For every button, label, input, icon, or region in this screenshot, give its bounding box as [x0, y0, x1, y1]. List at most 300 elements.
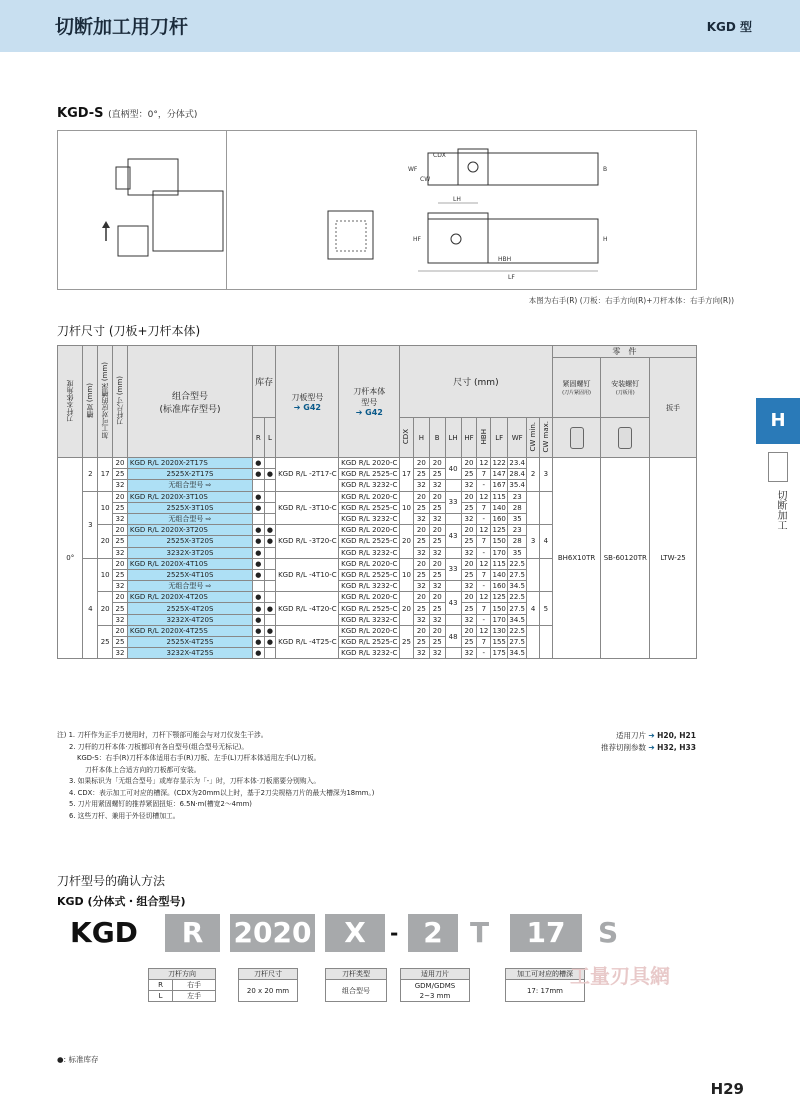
cond-ref-link[interactable]: H32, H33 [657, 743, 696, 752]
stock-r-cell: ● [253, 637, 265, 648]
col-lh: LH [445, 418, 461, 458]
b-cell: 20 [429, 491, 445, 502]
depth-cell: 17 [98, 458, 113, 492]
stock-l-cell [264, 547, 276, 558]
label-h: H [603, 236, 608, 243]
code-depth: 17 [510, 914, 582, 952]
col-mount: 安装螺钉 [611, 380, 640, 388]
col-h: H [413, 418, 429, 458]
h-cell: 25 [413, 536, 429, 547]
lf-cell: 175 [492, 649, 506, 658]
cdx-cell: 10 [400, 558, 414, 592]
body-cell: KGD R/L 2525-C [339, 637, 400, 648]
blade-ref[interactable]: ➔ G42 [293, 402, 321, 412]
col-b: B [429, 418, 445, 458]
figure-divider [226, 131, 227, 289]
body-ref[interactable]: ➔ G42 [355, 408, 383, 417]
size-cell: 20 [113, 558, 128, 569]
code-type: X [325, 914, 385, 952]
holder-table [57, 345, 697, 659]
size-cell: 32 [113, 513, 128, 524]
lf-cell: 150 [492, 604, 506, 613]
b-cell: 25 [429, 637, 445, 648]
blade-cell: KGD R/L -4T25-C [276, 625, 339, 659]
col-body2: 型号 [361, 398, 378, 407]
lh-cell: 40 [445, 458, 461, 480]
hf-cell: 25 [461, 469, 477, 480]
stock-r-cell: ● [253, 491, 265, 502]
b-cell: 20 [429, 458, 445, 469]
size-cell: 32 [113, 480, 128, 491]
cwmin-cell: 3 [527, 525, 540, 559]
stock-l-cell: ● [264, 525, 276, 536]
legend-key: R [149, 980, 173, 991]
wf-cell: 22.5 [509, 626, 525, 635]
col-mount-sub: (刀板用) [615, 390, 635, 396]
col-screw-sub: (刀片紧固用) [562, 390, 591, 396]
hf-cell: 25 [461, 502, 477, 513]
stock-r-cell [253, 480, 265, 491]
hbh-cell: 12 [477, 525, 491, 536]
stock-r-cell: ● [253, 558, 265, 569]
lf-cell: 160 [492, 515, 506, 524]
legend-title: 适用刀片 [401, 969, 470, 980]
wf-cell: 28 [508, 502, 527, 513]
hbh-cell: 12 [477, 625, 491, 636]
cdx-cell: 10 [400, 491, 414, 525]
col-lf: LF [491, 418, 508, 458]
hbh-cell: 7 [477, 502, 491, 513]
stock-r-cell: ● [253, 547, 265, 558]
size-cell: 20 [113, 458, 128, 469]
h-cell: 32 [413, 480, 429, 491]
stock-r-cell: ● [253, 502, 265, 513]
col-combo-sub: (标准库存型号) [159, 404, 221, 415]
legend-title: 刀杆尺寸 [239, 969, 298, 980]
lf-cell: 155 [492, 638, 506, 647]
h-cell: 25 [413, 469, 429, 480]
notes [57, 730, 374, 822]
label-cw: CW [420, 176, 431, 183]
size-cell: 25 [113, 603, 128, 614]
note-line: 5. 刀片用紧固螺钉的推荐紧固扭矩：6.5N·m(槽宽2～4mm) [69, 800, 252, 808]
page-references: 适用刀片 ➔ H20, H21 推荐切削参数 ➔ H32, H33 [601, 731, 696, 752]
mount-screw-icon [618, 427, 632, 449]
combo-cell: 无组合型号 ⇨ [127, 480, 252, 491]
note-line: 注) 1. 刀杆作为正手刀使用时，刀杆下颚部可能会与对刀仪发生干涉。 [57, 731, 268, 739]
size-cell: 20 [113, 491, 128, 502]
slot-width-cell: 2 [83, 458, 98, 492]
blade-cell: KGD R/L -4T10-C [276, 558, 339, 592]
blade-cell: KGD R/L -3T20-C [276, 525, 339, 559]
combo-cell: 3232X-4T20S [127, 614, 252, 625]
h-cell: 20 [413, 458, 429, 469]
cutoff-icon [768, 452, 788, 482]
h-cell: 20 [413, 491, 429, 502]
cwmax-cell: 5 [539, 592, 552, 626]
hf-cell: 20 [461, 558, 477, 569]
h-cell: 25 [413, 603, 429, 614]
wf-cell: 23.4 [509, 459, 525, 468]
size-cell: 25 [113, 637, 128, 648]
b-cell: 32 [429, 513, 445, 524]
label-lf: LF [508, 274, 515, 281]
figure-note: 本图为右手(R) (刀板：右手方向(R)+刀杆本体：右手方向(R)) [528, 296, 734, 305]
combo-cell: 2525X-2T17S [127, 469, 252, 480]
lh-cell [445, 547, 461, 558]
cond-ref-label: 推荐切削参数 [601, 743, 647, 752]
col-l: L [264, 418, 276, 458]
col-combo: 组合型号 [171, 391, 208, 402]
body-cell: KGD R/L 2525-C [339, 569, 400, 580]
hbh-cell: - [477, 480, 491, 491]
cdx-cell: 17 [400, 458, 414, 492]
col-size: 刀杆尺寸 (mm) [116, 375, 124, 426]
hbh-cell: - [477, 648, 491, 659]
stock-l-cell [264, 581, 276, 592]
cwmin-cell [527, 625, 540, 659]
confirm-title: 刀杆型号的确认方法 [57, 874, 166, 888]
lf-cell: 122 [492, 459, 506, 468]
page-title: 切断加工用刀杆 [55, 16, 189, 38]
confirm-subtitle: KGD (分体式・组合型号) [57, 895, 186, 908]
col-dims: 尺寸 (mm) [400, 346, 553, 418]
combo-cell: 2525X-4T25S [127, 637, 252, 648]
combo-cell: 无组合型号 ⇨ [127, 581, 252, 592]
code-size: 2020 [230, 914, 315, 952]
size-cell: 25 [113, 569, 128, 580]
stock-r-cell: ● [253, 536, 265, 547]
stock-l-cell [264, 614, 276, 625]
h-cell: 32 [413, 648, 429, 659]
lf-cell: 147 [492, 470, 506, 479]
lf-cell: 125 [492, 593, 506, 602]
hf-cell: 20 [461, 592, 477, 603]
body-cell: KGD R/L 2525-C [339, 603, 400, 614]
insert-ref-label: 适用刀片 [616, 731, 647, 740]
h-cell: 32 [413, 581, 429, 592]
code-s: S [598, 916, 619, 949]
hbh-cell: 12 [477, 592, 491, 603]
legend-size [238, 968, 298, 1002]
col-wf: WF [508, 418, 527, 458]
wf-cell: 28 [508, 536, 527, 547]
wf-cell: 34.5 [509, 582, 525, 591]
hbh-cell: - [477, 513, 491, 524]
insert-ref-link[interactable]: H20, H21 [657, 731, 696, 740]
stock-r-cell: ● [253, 469, 265, 480]
legend-value: 右手 [173, 980, 216, 991]
col-angle: 刀杆本体角度 [66, 379, 75, 422]
h-cell: 32 [413, 614, 429, 625]
col-slot: 槽宽 (mm) [86, 382, 95, 419]
lf-cell: 115 [492, 492, 506, 501]
body-cell: KGD R/L 3232-C [339, 648, 400, 659]
legend-key: L [149, 991, 173, 1002]
b-cell: 20 [429, 558, 445, 569]
lf-cell: 167 [492, 481, 506, 490]
label-wf: WF [408, 166, 418, 173]
section-title [57, 106, 197, 121]
cwmax-cell [539, 491, 552, 525]
hbh-cell: 12 [477, 458, 491, 469]
cwmin-cell [527, 491, 540, 525]
note-line: KGD-S：右手(R)刀杆本体适用右手(R)刀板、左手(L)刀杆本体适用左手(L)刀板。 [77, 754, 321, 762]
combo-cell: KGD R/L 2020X-4T25S [127, 625, 252, 636]
hf-cell: 25 [461, 536, 477, 547]
stock-l-cell: ● [264, 603, 276, 614]
label-b: B [603, 166, 608, 173]
wf-cell: 22.5 [509, 593, 525, 602]
note-line: 6. 这些刀杆、兼用于外径切槽加工。 [69, 811, 180, 820]
section-tab-h[interactable]: H [756, 398, 800, 444]
b-cell: 32 [429, 648, 445, 659]
h-cell: 25 [413, 502, 429, 513]
table-row [58, 458, 697, 469]
col-hbh: HBH [479, 428, 488, 445]
lh-cell: 33 [445, 558, 461, 580]
lh-cell [445, 513, 461, 524]
hbh-cell: 7 [477, 536, 491, 547]
hf-cell: 32 [461, 648, 477, 659]
note-line: 刀杆本体上合适方向的刀板都可安装。 [85, 765, 201, 774]
body-cell: KGD R/L 2525-C [339, 536, 400, 547]
combo-cell: 2525X-4T10S [127, 569, 252, 580]
slot-width-cell: 4 [83, 558, 98, 659]
body-cell: KGD R/L 3232-C [339, 547, 400, 558]
code-direction: R [165, 914, 220, 952]
hbh-cell: 7 [477, 569, 491, 580]
wf-cell: 28.4 [509, 470, 525, 479]
type-tag: KGD 型 [706, 20, 752, 34]
col-r: R [253, 418, 265, 458]
col-body: 刀杆本体 [353, 387, 386, 396]
stock-l-cell [264, 569, 276, 580]
stock-l-cell [264, 458, 276, 469]
depth-cell: 20 [98, 525, 113, 559]
size-cell: 32 [113, 581, 128, 592]
blade-cell: KGD R/L -2T17-C [276, 458, 339, 492]
hf-cell: 25 [461, 603, 477, 614]
b-cell: 20 [429, 592, 445, 603]
hbh-cell: 7 [477, 469, 491, 480]
legend-value: 2~3 mm [419, 991, 451, 1000]
combo-cell: KGD R/L 2020X-2T17S [127, 458, 252, 469]
size-cell: 20 [113, 625, 128, 636]
hbh-cell: 7 [477, 637, 491, 648]
hf-cell: 32 [461, 547, 477, 558]
stock-r-cell: ● [253, 648, 265, 659]
depth-cell: 20 [98, 592, 113, 626]
lf-cell: 140 [492, 503, 506, 512]
col-stock: 库存 [253, 346, 276, 418]
col-blade: 刀板型号 [291, 392, 324, 402]
b-cell: 25 [429, 469, 445, 480]
stock-r-cell [253, 581, 265, 592]
wf-cell: 35.4 [509, 481, 525, 490]
watermark: 工量刃具網 [570, 964, 670, 988]
h-cell: 20 [413, 525, 429, 536]
hf-cell: 20 [461, 491, 477, 502]
lf-cell: 115 [492, 559, 506, 568]
legend-value: 17: 17mm [506, 980, 585, 1002]
body-cell: KGD R/L 2020-C [339, 491, 400, 502]
legend-value: 组合型号 [326, 980, 387, 1002]
stock-r-cell: ● [253, 569, 265, 580]
body-cell: KGD R/L 2525-C [339, 469, 400, 480]
combo-cell: KGD R/L 2020X-3T20S [127, 525, 252, 536]
code-insert: 2 [408, 914, 458, 952]
cwmax-cell: 3 [539, 458, 552, 492]
legend-value: GDM/GDMS [414, 981, 456, 990]
code-kgd: KGD [70, 916, 138, 949]
hf-cell: 25 [461, 569, 477, 580]
combo-cell: 3232X-3T20S [127, 547, 252, 558]
page-number: H29 [710, 1080, 744, 1098]
legend-title: 刀杆方向 [149, 969, 216, 980]
hbh-cell: - [477, 581, 491, 592]
col-cwmax: CW max. [541, 420, 550, 453]
lh-cell: 33 [445, 491, 461, 513]
cwmin-cell [527, 558, 540, 592]
hbh-cell: 12 [477, 558, 491, 569]
code-dash: - [390, 921, 399, 945]
combo-cell: 2525X-3T20S [127, 536, 252, 547]
lh-cell [445, 614, 461, 625]
h-cell: 20 [413, 592, 429, 603]
label-lh: LH [453, 196, 461, 203]
combo-cell: 2525X-4T20S [127, 603, 252, 614]
page-header [0, 0, 800, 52]
combo-cell: KGD R/L 2020X-4T10S [127, 558, 252, 569]
hf-cell: 25 [461, 637, 477, 648]
size-cell: 32 [113, 648, 128, 659]
stock-r-cell: ● [253, 525, 265, 536]
stock-l-cell [264, 648, 276, 659]
hbh-cell: - [477, 547, 491, 558]
body-cell: KGD R/L 3232-C [339, 513, 400, 524]
stock-r-cell: ● [253, 625, 265, 636]
col-cdx: CDX [402, 428, 411, 445]
lf-cell: 130 [492, 626, 506, 635]
h-cell: 32 [413, 513, 429, 524]
stock-l-cell [264, 491, 276, 502]
legend-type [325, 968, 387, 1002]
hf-cell: 32 [461, 513, 477, 524]
depth-cell: 10 [98, 491, 113, 525]
col-screw: 紧固螺钉 [562, 380, 591, 388]
lh-cell [445, 480, 461, 491]
screw-icon [570, 427, 584, 449]
body-cell: KGD R/L 3232-C [339, 581, 400, 592]
size-cell: 25 [113, 469, 128, 480]
stock-l-cell [264, 558, 276, 569]
col-cwmin: CW min. [529, 421, 538, 452]
lh-cell [445, 581, 461, 592]
lf-cell: 150 [492, 537, 506, 546]
hf-cell: 32 [461, 614, 477, 625]
size-cell: 25 [113, 536, 128, 547]
lf-cell: 125 [492, 526, 506, 535]
table-title: 刀杆尺寸 (刀板+刀杆本体) [57, 324, 201, 338]
hf-cell: 32 [461, 480, 477, 491]
hbh-cell: 12 [477, 491, 491, 502]
b-cell: 32 [429, 547, 445, 558]
wrench-cell: LTW-25 [650, 458, 697, 659]
size-cell: 20 [113, 592, 128, 603]
legend-value: 左手 [173, 991, 216, 1002]
body-cell: KGD R/L 3232-C [339, 480, 400, 491]
combo-cell: 2525X-3T10S [127, 502, 252, 513]
stock-l-cell [264, 480, 276, 491]
wf-cell: 27.5 [509, 604, 525, 613]
wf-cell: 34.5 [509, 649, 525, 658]
wf-cell: 34.5 [509, 615, 525, 624]
b-cell: 20 [429, 525, 445, 536]
stock-l-cell: ● [264, 637, 276, 648]
side-label: 切断加工 [775, 490, 786, 530]
note-line: 3. 如果标识为「无组合型号」或库存显示为「-」时，刀杆本体·刀板需要分别购入。 [69, 777, 321, 785]
screw-cell: BH6X10TR [552, 458, 601, 659]
combo-cell: 3232X-4T25S [127, 648, 252, 659]
lf-cell: 170 [492, 548, 506, 557]
mount-cell: SB-60120TR [601, 458, 650, 659]
h-cell: 25 [413, 569, 429, 580]
lh-cell: 48 [445, 625, 461, 647]
lh-cell: 43 [445, 525, 461, 547]
cwmin-cell: 2 [527, 458, 540, 492]
legend-insert [400, 968, 470, 1002]
lf-cell: 170 [492, 615, 506, 624]
note-line: 4. CDX：表示加工可对应的槽深。(CDX为20mm以上时，基于2刀尖规格刀片的最大槽深为18mm。) [69, 788, 375, 797]
stock-r-cell: ● [253, 592, 265, 603]
stock-r-cell: ● [253, 458, 265, 469]
label-hf: HF [413, 236, 421, 243]
wf-cell: 22.5 [509, 559, 525, 568]
col-wrench: 扳手 [650, 358, 697, 458]
size-cell: 32 [113, 614, 128, 625]
hf-cell: 20 [461, 458, 477, 469]
body-cell: KGD R/L 3232-C [339, 614, 400, 625]
cwmin-cell: 4 [527, 592, 540, 626]
size-cell: 32 [113, 547, 128, 558]
lf-cell: 160 [492, 582, 506, 591]
combo-cell: KGD R/L 2020X-4T20S [127, 592, 252, 603]
body-cell: KGD R/L 2020-C [339, 558, 400, 569]
b-cell: 32 [429, 581, 445, 592]
col-depth: 加工可对应的槽深 (mm) [101, 361, 110, 440]
stock-l-cell: ● [264, 536, 276, 547]
hbh-cell: 7 [477, 603, 491, 614]
holder-dimension-drawing [228, 131, 696, 289]
blade-cell: KGD R/L -3T10-C [276, 491, 339, 525]
code-t: T [470, 916, 490, 949]
holder-usage-diagram [58, 131, 226, 289]
slot-width-cell: 3 [83, 491, 98, 558]
wf-cell: 23 [508, 525, 527, 536]
cwmax-cell [539, 558, 552, 592]
wf-cell: 35 [508, 547, 527, 558]
legend-direction [148, 968, 216, 1002]
tool-drawing [57, 130, 697, 290]
body-cell: KGD R/L 2525-C [339, 502, 400, 513]
stock-l-cell [264, 502, 276, 513]
col-parts: 零 件 [552, 346, 696, 358]
note-line: 2. 刀杆的刀杆本体·刀板都印有各自型号(组合型号无标记)。 [69, 742, 249, 751]
b-cell: 25 [429, 536, 445, 547]
cdx-cell: 20 [400, 525, 414, 559]
h-cell: 20 [413, 625, 429, 636]
